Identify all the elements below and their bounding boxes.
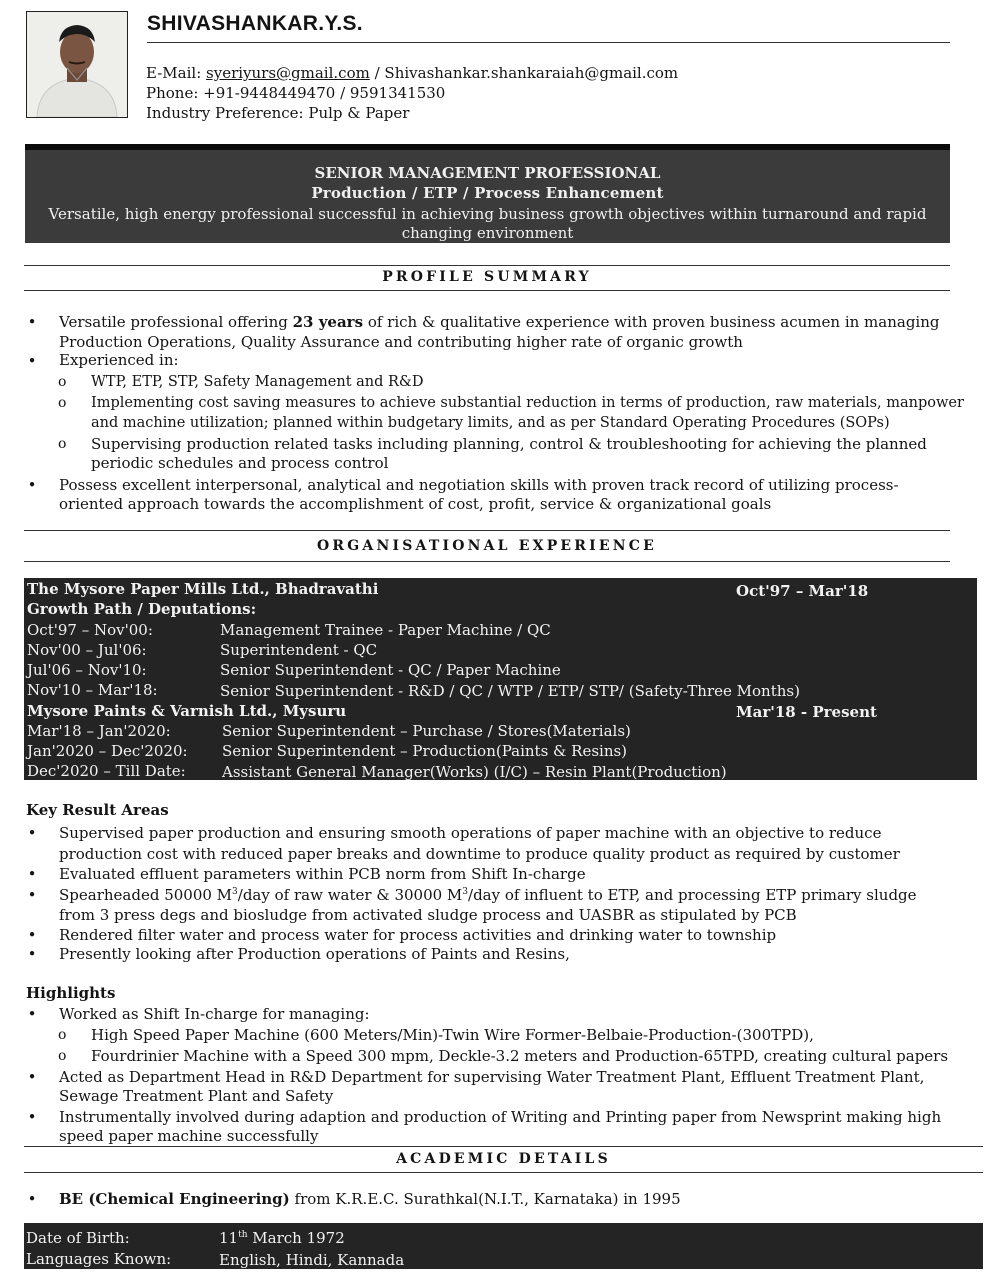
experience-panel	[24, 578, 977, 780]
experience-rule-top	[24, 530, 950, 531]
banner-tagline-2: changing environment	[401, 224, 574, 242]
bullet-icon: •	[27, 824, 37, 842]
name-divider	[147, 42, 950, 43]
kra-item-3: Spearheaded 50000 $M^3$/day of raw water & 30000 $M^3$/day of influent to ETP, and processing ETP primary sludge	[59, 886, 917, 904]
kra-item-2: Evaluated effluent parameters within PCB norm from Shift In-charge	[59, 865, 586, 883]
role-title: Senior Superintendent – Purchase / Stores(Materials)	[222, 722, 631, 740]
bullet-icon: •	[27, 926, 37, 944]
profile-item-3: Possess excellent interpersonal, analytical and negotiation skills with proven track record of utilizing process-	[59, 476, 899, 494]
bullet-icon: •	[27, 865, 37, 883]
role-period: Mar'18 – Jan'2020:	[27, 722, 171, 740]
headline-banner	[25, 144, 950, 243]
bullet-icon: •	[27, 476, 37, 494]
role-title: Superintendent - QC	[220, 641, 378, 659]
circle-bullet-icon: o	[58, 374, 67, 390]
bullet-icon: •	[27, 1190, 37, 1208]
company-2-name: Mysore Paints & Varnish Ltd., Mysuru	[27, 702, 347, 720]
bullet-icon: •	[27, 886, 37, 904]
kra-item-1-cont: production cost with reduced paper breaks and downtime to produce quality product as required by customer	[59, 845, 900, 863]
candidate-name: SHIVASHANKAR.Y.S.	[147, 12, 363, 35]
role-title: Management Trainee - Paper Machine / QC	[220, 621, 551, 639]
dob-value: 11th March 1972	[219, 1229, 345, 1247]
company-1-name: The Mysore Paper Mills Ltd., Bhadravathi	[27, 580, 379, 598]
experience-sub-2-cont: and machine utilization; planned within budgetary limits, and as per Standard Operating Procedures (SOPs)	[91, 415, 890, 431]
industry-line: Industry Preference: Pulp & Paper	[146, 104, 410, 122]
profile-summary-heading: PROFILE SUMMARY	[382, 269, 592, 285]
circle-bullet-icon: o	[58, 1027, 67, 1043]
phone-line: Phone: +91-9448449470 / 9591341530	[146, 84, 446, 102]
organisational-experience-heading: ORGANISATIONAL EXPERIENCE	[317, 538, 657, 554]
experience-sub-1: WTP, ETP, STP, Safety Management and R&D	[91, 374, 424, 390]
circle-bullet-icon: o	[58, 395, 67, 411]
highlights-heading: Highlights	[26, 984, 116, 1002]
dob-label: Date of Birth:	[26, 1229, 130, 1247]
role-title: Assistant General Manager(Works) (I/C) – Resin Plant(Production)	[222, 763, 727, 781]
email-primary-link[interactable]: syeriyurs@gmail.com	[206, 64, 370, 82]
profile-rule-bottom	[24, 290, 950, 291]
academic-rule-top	[24, 1146, 983, 1147]
email-line	[146, 64, 678, 83]
key-result-areas-heading: Key Result Areas	[26, 801, 169, 819]
experience-sub-3-cont: periodic schedules and process control	[91, 454, 389, 472]
bullet-icon: •	[27, 1005, 37, 1023]
role-title: Senior Superintendent – Production(Paints & Resins)	[222, 742, 628, 760]
profile-item-3-cont: oriented approach towards the accomplishment of cost, profit, service & organizational goals	[59, 495, 772, 513]
role-period: Jan'2020 – Dec'2020:	[27, 742, 188, 760]
circle-bullet-icon: o	[58, 1048, 67, 1064]
profile-rule-top	[24, 265, 950, 266]
highlight-item-3: Instrumentally involved during adaption and production of Writing and Printing paper from Newsprint making high	[59, 1108, 942, 1126]
company-1-dates: Oct'97 – Mar'18	[736, 582, 869, 600]
academic-rule-bottom	[24, 1172, 983, 1173]
banner-top-bar	[25, 144, 950, 150]
profile-item-2: Experienced in:	[59, 351, 179, 369]
email-label: E-Mail:	[146, 64, 207, 82]
bullet-icon: •	[27, 945, 37, 963]
role-period: Jul'06 – Nov'10:	[27, 661, 147, 679]
bullet-icon: •	[27, 1108, 37, 1126]
bullet-icon: •	[27, 1068, 37, 1086]
highlight-item-1: Worked as Shift In-charge for managing:	[59, 1005, 370, 1023]
kra-item-4: Rendered filter water and process water for process activities and drinking water to township	[59, 926, 777, 944]
highlight-item-3-cont: speed paper machine successfully	[59, 1127, 319, 1145]
profile-photo	[26, 11, 128, 118]
banner-title: SENIOR MANAGEMENT PROFESSIONAL	[314, 164, 661, 182]
academic-degree: BE (Chemical Engineering) from K.R.E.C. Surathkal(N.I.T., Karnataka) in 1995	[59, 1190, 681, 1208]
role-period: Dec'2020 – Till Date:	[27, 762, 186, 780]
personal-details-panel	[24, 1223, 983, 1269]
growth-path-label: Growth Path / Deputations:	[27, 600, 257, 618]
person-photo-icon	[27, 12, 127, 117]
highlight-item-2: Acted as Department Head in R&D Department for supervising Water Treatment Plant, Effluent Treatment Plant,	[59, 1068, 925, 1086]
kra-item-3-cont: from 3 press degs and biosludge from activated sludge process and UASBR as stipulated by PCB	[59, 906, 797, 924]
bullet-icon: •	[27, 352, 37, 370]
experience-sub-2: Implementing cost saving measures to achieve substantial reduction in terms of production, raw materials, manpower	[91, 395, 964, 411]
highlight-sub-1: High Speed Paper Machine (600 Meters/Min)-Twin Wire Former-Belbaie-Production-(300TPD),	[91, 1026, 814, 1044]
kra-item-1: Supervised paper production and ensuring smooth operations of paper machine with an objective to reduce	[59, 824, 882, 842]
kra-item-5: Presently looking after Production operations of Paints and Resins,	[59, 945, 570, 963]
circle-bullet-icon: o	[58, 436, 67, 452]
role-title: Senior Superintendent - R&D / QC / WTP / ETP/ STP/ (Safety-Three Months)	[220, 682, 800, 700]
email-secondary: / Shivashankar.shankaraiah@gmail.com	[369, 64, 679, 82]
highlight-item-2-cont: Sewage Treatment Plant and Safety	[59, 1087, 334, 1105]
languages-label: Languages Known:	[26, 1250, 172, 1268]
role-period: Nov'10 – Mar'18:	[27, 681, 158, 699]
academic-details-heading: ACADEMIC DETAILS	[396, 1151, 611, 1167]
experience-sub-3: Supervising production related tasks including planning, control & troubleshooting for achieving the planned	[91, 435, 927, 453]
highlight-sub-2: Fourdrinier Machine with a Speed 300 mpm, Deckle-3.2 meters and Production-65TPD, creating cultural papers	[91, 1047, 949, 1065]
profile-item-1-cont: Production Operations, Quality Assurance and contributing higher rate of organic growth	[59, 333, 743, 351]
experience-rule-bottom	[24, 561, 950, 562]
profile-item-1: Versatile professional offering 23 years of rich & qualitative experience with proven business acumen in managing	[59, 313, 940, 331]
banner-tagline-1: Versatile, high energy professional successful in achieving business growth objectives within turnaround and rapid	[48, 205, 927, 223]
bullet-icon: •	[27, 313, 37, 331]
role-period: Oct'97 – Nov'00:	[27, 621, 153, 639]
banner-subtitle: Production / ETP / Process Enhancement	[311, 184, 664, 202]
role-title: Senior Superintendent - QC / Paper Machine	[220, 661, 561, 679]
company-2-dates: Mar'18 - Present	[736, 703, 877, 721]
role-period: Nov'00 – Jul'06:	[27, 641, 147, 659]
languages-value: English, Hindi, Kannada	[219, 1251, 405, 1269]
